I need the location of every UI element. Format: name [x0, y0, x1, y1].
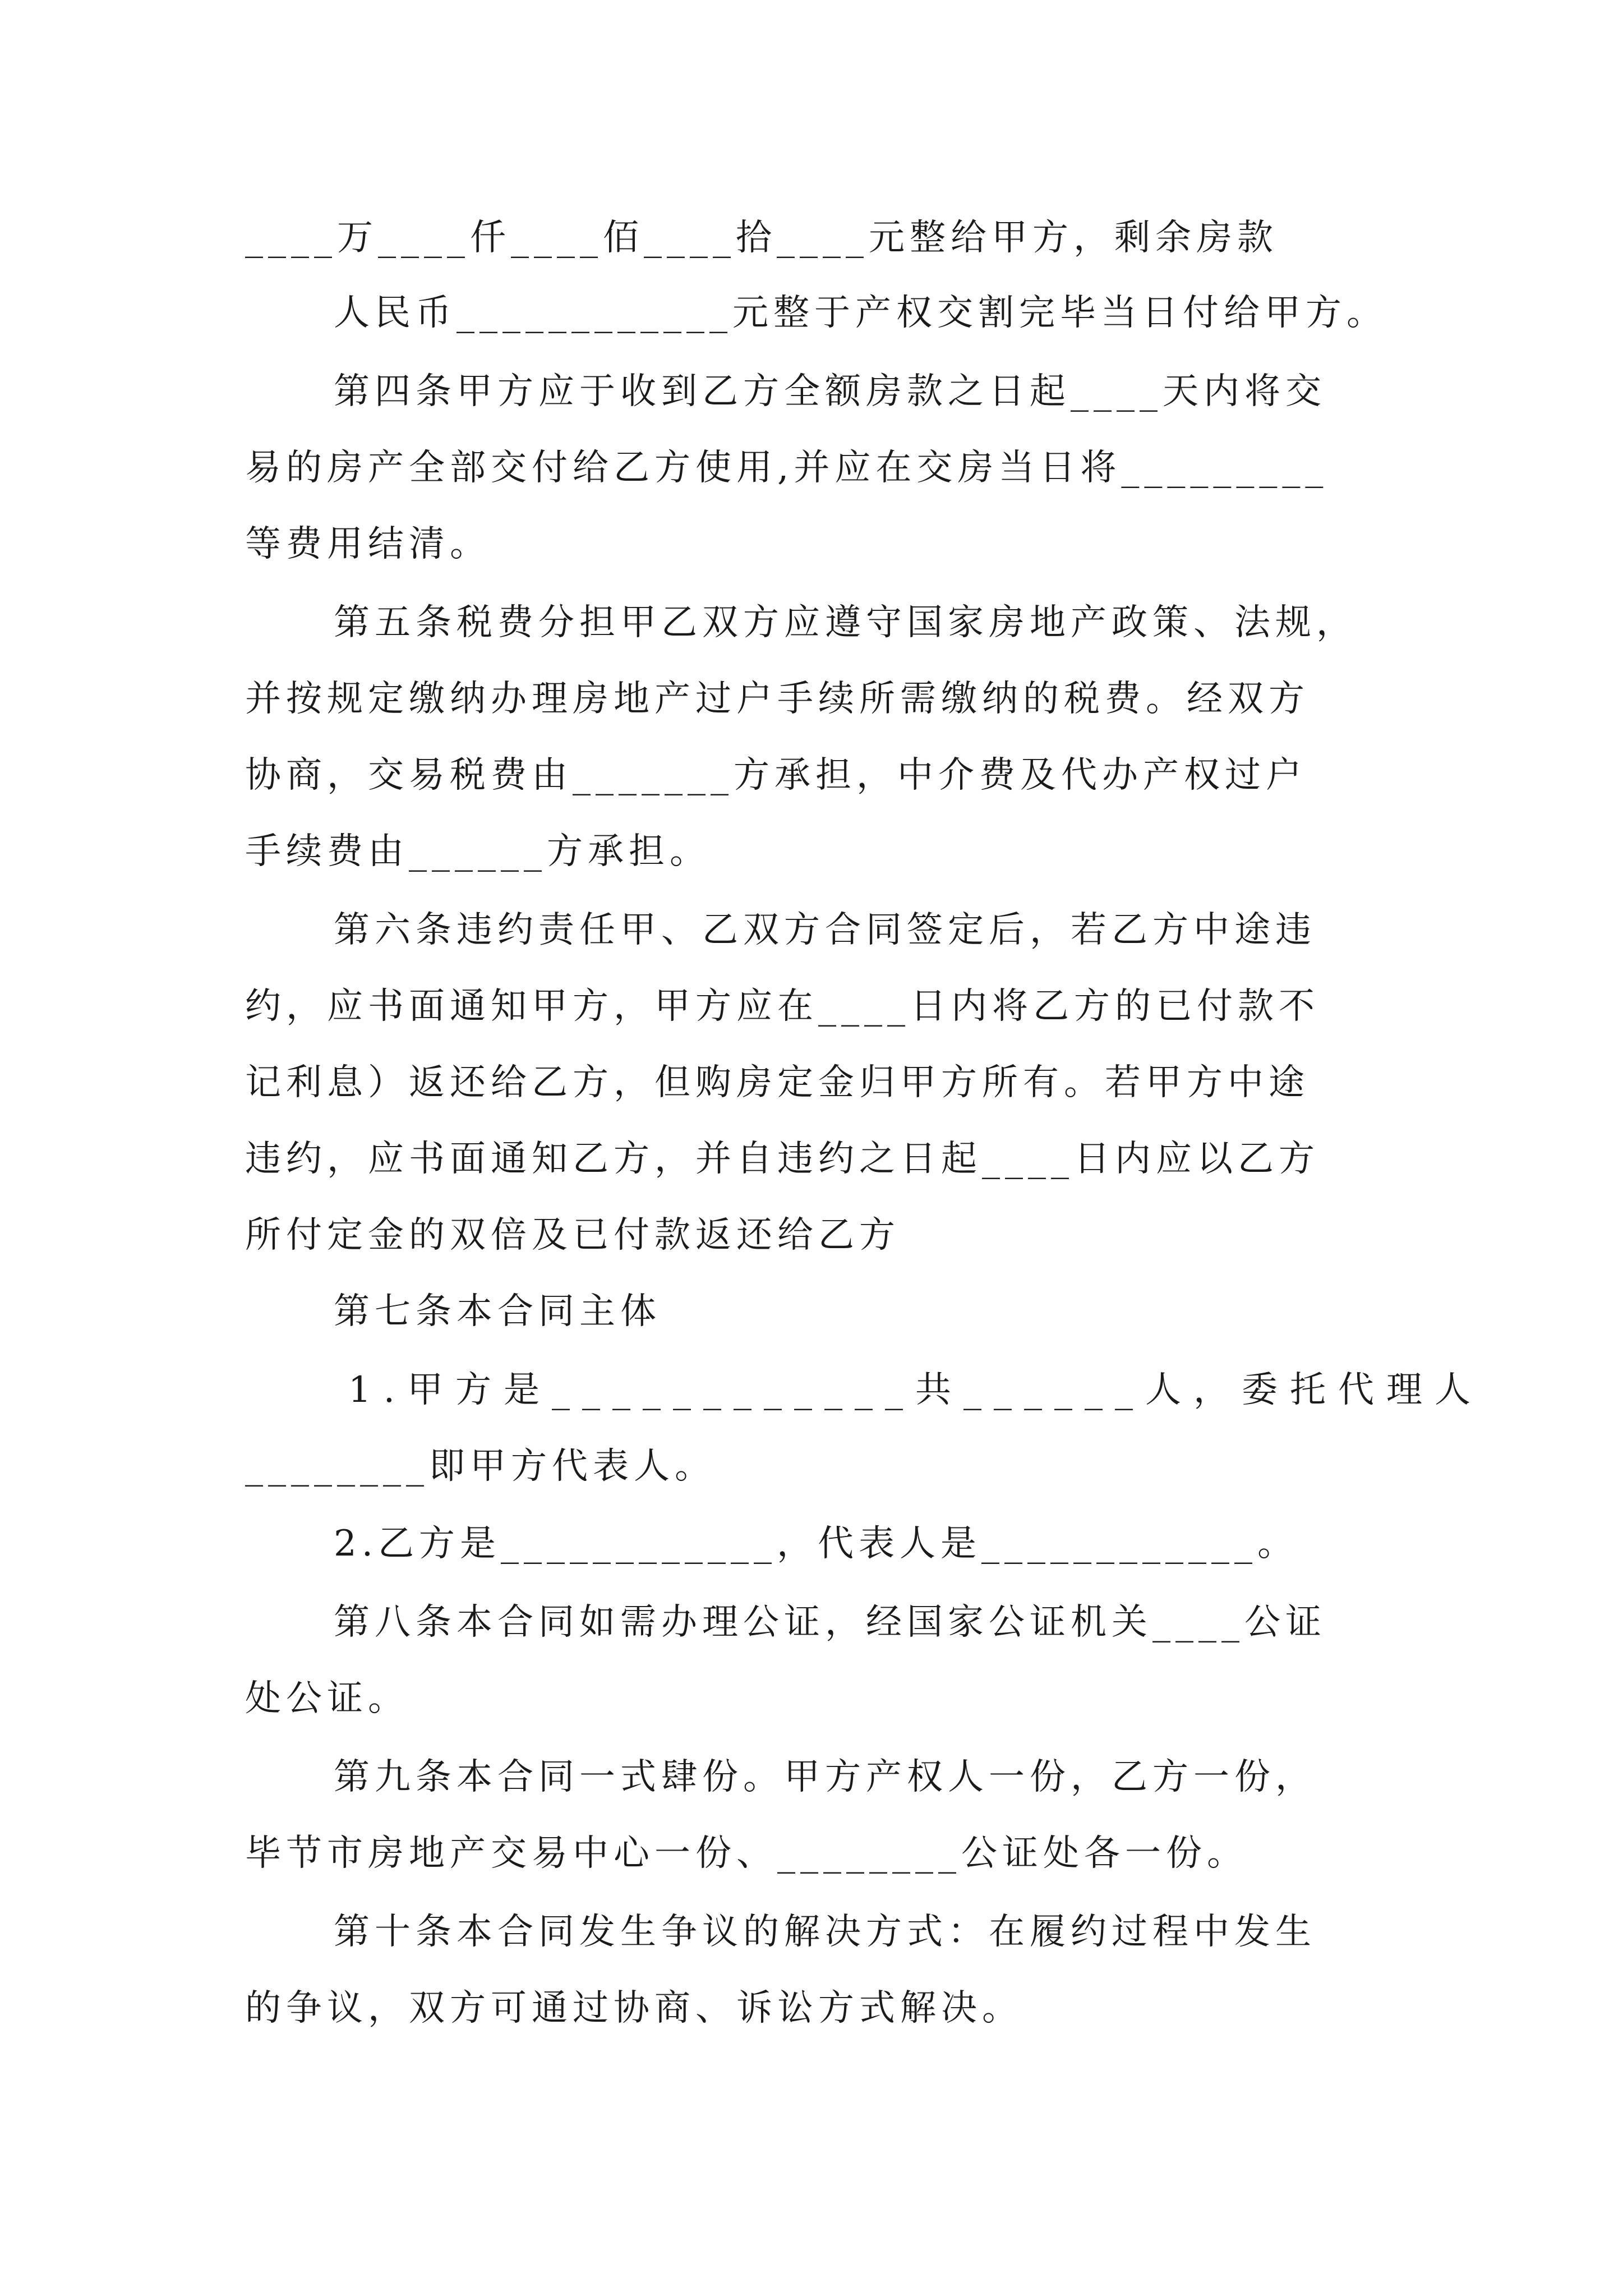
text-line: 人民币____________元整于产权交割完毕当日付给甲方。 — [334, 292, 1387, 334]
text-line: 第九条本合同一式肆份。甲方产权人一份，乙方一份， — [334, 1756, 1316, 1798]
text-line: 1.甲方是____________共______人，委托代理人 — [348, 1369, 1483, 1411]
text-line: 记利息）返还给乙方，但购房定金归甲方所有。若甲方中途 — [245, 1062, 1310, 1103]
text-line: ________即甲方代表人。 — [245, 1446, 716, 1487]
text-line: 第六条违约责任甲、乙双方合同签定后，若乙方中途违 — [334, 909, 1316, 951]
text-line: 第七条本合同主体 — [334, 1291, 661, 1332]
text-line: 约，应书面通知甲方，甲方应在____日内将乙方的已付款不 — [245, 986, 1320, 1027]
text-line: ____万____仟____佰____拾____元整给甲方，剩余房款 — [245, 217, 1278, 259]
text-line: 易的房产全部交付给乙方使用,并应在交房当日将_________ — [245, 447, 1329, 489]
text-line: 处公证。 — [245, 1678, 409, 1719]
text-line: 第四条甲方应于收到乙方全额房款之日起____天内将交 — [334, 371, 1326, 412]
text-line: 的争议，双方可通过协商、诉讼方式解决。 — [245, 1987, 1023, 2029]
text-line: 协商，交易税费由_______方承担，中介费及代办产权过户 — [245, 754, 1307, 796]
text-line: 第五条税费分担甲乙双方应遵守国家房地产政策、法规， — [334, 602, 1357, 643]
text-line: 毕节市房地产交易中心一份、________公证处各一份。 — [245, 1833, 1248, 1874]
text-line: 所付定金的双倍及已付款返还给乙方 — [245, 1214, 900, 1256]
text-line: 2.乙方是____________，代表人是____________。 — [334, 1523, 1299, 1565]
text-line: 手续费由______方承担。 — [245, 831, 711, 872]
text-line: 第八条本合同如需办理公证，经国家公证机关____公证 — [334, 1602, 1326, 1643]
text-line: 并按规定缴纳办理房地产过户手续所需缴纳的税费。经双方 — [245, 678, 1310, 720]
text-line: 违约，应书面通知乙方，并自违约之日起____日内应以乙方 — [245, 1138, 1320, 1180]
text-line: 等费用结清。 — [245, 523, 491, 565]
text-line: 第十条本合同发生争议的解决方式：在履约过程中发生 — [334, 1911, 1316, 1953]
